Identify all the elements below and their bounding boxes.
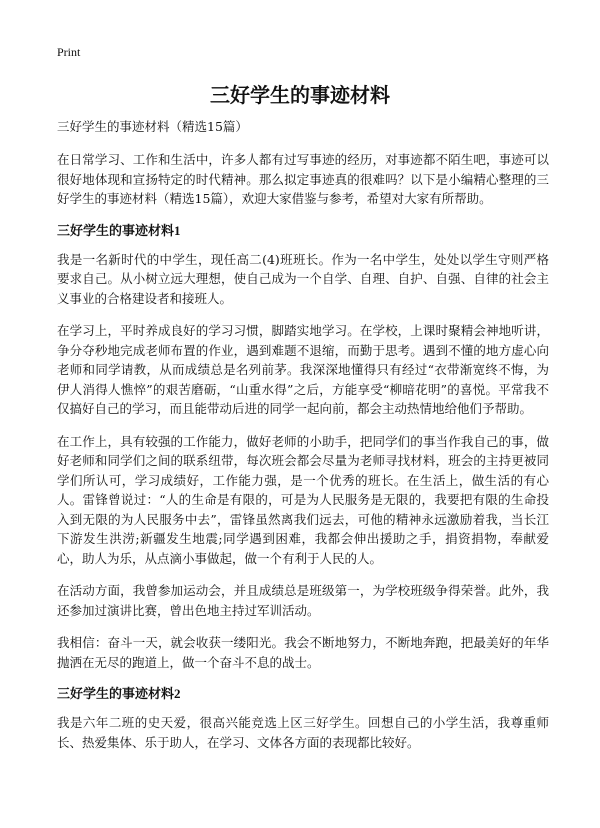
section-paragraph: 我相信：奋斗一天，就会收获一缕阳光。我会不断地努力，不断地奔跑，把最美好的年华抛洒在无尽的跑道上，做一个奋斗不息的战士。 [57,635,549,670]
section-paragraph: 在学习上，平时养成良好的学习习惯，脚踏实地学习。在学校，上课时聚精会神地听讲，争分夺秒地完成老师布置的作业，遇到难题不退缩，而勤于思考。遇到不懂的地方虚心向老师和同学请教，从而成绩总是名列前茅。我深深地懂得只有经过“衣带渐宽终不悔，为伊人消得人憔悴”的艰苦磨砺，“山重水得”之后，方能享受“柳暗花明”的喜悦。平常我不仅搞好自己的学习，而且能带动后进的同学一起向前，都会主动热情地给他们予帮助。 [57,323,549,416]
page-title: 三好学生的事迹材料 [210,83,390,107]
section-paragraph: 我是六年二班的史天爱，很高兴能竞选上区三好学生。回想自己的小学生活，我尊重师长、热爱集体、乐于助人，在学习、文体各方面的表现都比较好。 [57,715,549,750]
section-paragraph: 我是一名新时代的中学生，现任高二(4)班班长。作为一名中学生，处处以学生守则严格要求自己。从小树立远大理想，使自己成为一个自学、自理、自护、自强、自律的社会主义事业的合格建设者和接班人。 [57,251,549,306]
intro-paragraph: 在日常学习、工作和生活中，许多人都有过写事迹的经历，对事迹都不陌生吧，事迹可以很好地体现和宣扬特定的时代精神。那么拟定事迹真的很难吗？以下是小编精心整理的三好学生的事迹材料（精选15篇），欢迎大家借鉴与参考，希望对大家有所帮助。 [57,152,549,206]
print-link[interactable]: Print [57,45,81,59]
section-heading: 三好学生的事迹材料2 [57,686,181,701]
section-paragraph: 在工作上，具有较强的工作能力，做好老师的小助手，把同学们的事当作我自己的事，做好老师和同学们之间的联系纽带，每次班会都会尽量为老师寻找材料，班会的主持更被同学们所认可，学习成绩好，工作能力强，是一个优秀的班长。在生活上，做生活的有心人。雷锋曾说过：“人的生命是有限的，可是为人民服务是无限的，我要把有限的生命投入到无限的为人民服务中去”，雷锋虽然离我们远去，可他的精神永远激励着我，当长江下游发生洪涝;新疆发生地震;同学遇到困难，我都会伸出援助之手，捐资捐物，奉献爱心，助人为乐，从点滴小事做起，做一个有利于人民的人。 [57,433,549,566]
document-subtitle: 三好学生的事迹材料（精选15篇） [57,119,248,134]
document-body [57,118,549,765]
section-heading: 三好学生的事迹材料1 [57,222,181,238]
section-paragraph: 在活动方面，我曾参加运动会，并且成绩总是班级第一，为学校班级争得荣誉。此外，我还参加过演讲比赛，曾出色地主持过军训活动。 [57,583,549,618]
